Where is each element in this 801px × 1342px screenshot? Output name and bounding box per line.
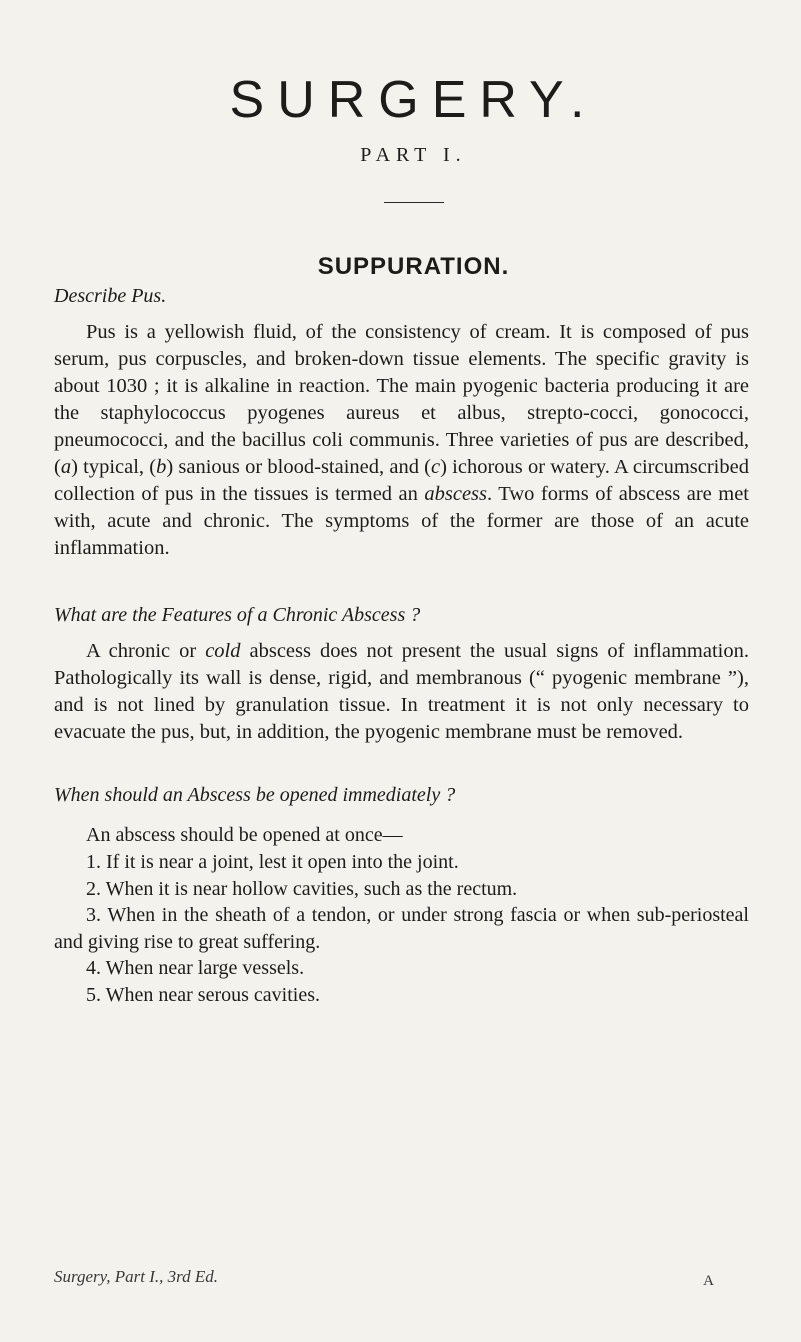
title-divider [384, 202, 444, 203]
signature-mark: A [703, 1273, 714, 1289]
list-item: 4. When near large vessels. [86, 957, 305, 979]
answer-describe-pus: Pus is a yellowish fluid, of the consistency of cream. It is composed of pus serum, pus corpuscles, and broken-down tissue elements. The specific gravity is about 1030 ; it is alkaline in reaction. The main pyogenic bacteria producing it are the staphylococcus pyogenes aureus et albus, strepto-cocci, gonococci, pneumococci, and the bacillus coli communis. Three varieties of pus are described, (a) typical, (b) sanious or blood-stained, and (c) ichorous or watery. A circumscribed collection of pus in the tissues is termed an abscess. Two forms of abscess are met with, acute and chronic. The symptoms of the former are those of an acute inflammation. [54, 321, 749, 559]
answer-open-abscess-intro: An abscess should be opened at once— [86, 824, 403, 846]
part-label: PART I. [360, 144, 467, 166]
question-chronic-abscess: What are the Features of a Chronic Abscess ? [54, 604, 421, 626]
question-open-abscess: When should an Abscess be opened immediately ? [54, 784, 456, 806]
list-item: 2. When it is near hollow cavities, such as the rectum. [86, 877, 518, 900]
list-item: 1. If it is near a joint, lest it open into the joint. [86, 851, 459, 873]
answer-chronic-abscess: A chronic or cold abscess does not present the usual signs of inflammation. Pathologically its wall is dense, rigid, and membranous (“ pyogenic membrane ”), and is not lined by granulation tissue. In treatment it is not only necessary to evacuate the pus, but, in addition, the pyogenic membrane must be removed. [54, 640, 749, 743]
indications-list [54, 849, 749, 1008]
list-item: 3. When in the sheath of a tendon, or under strong fascia or when sub-periosteal and giving rise to great suffering. [54, 904, 749, 953]
page [54, 70, 749, 1008]
list-item: 5. When near serous cavities. [86, 983, 320, 1006]
question-describe-pus: Describe Pus. [54, 285, 167, 307]
book-title: SURGERY. [229, 71, 598, 129]
signature-title: Surgery, Part I., 3rd Ed. [54, 1267, 219, 1286]
section-title: SUPPURATION. [317, 253, 510, 280]
page-footer [54, 1266, 744, 1288]
